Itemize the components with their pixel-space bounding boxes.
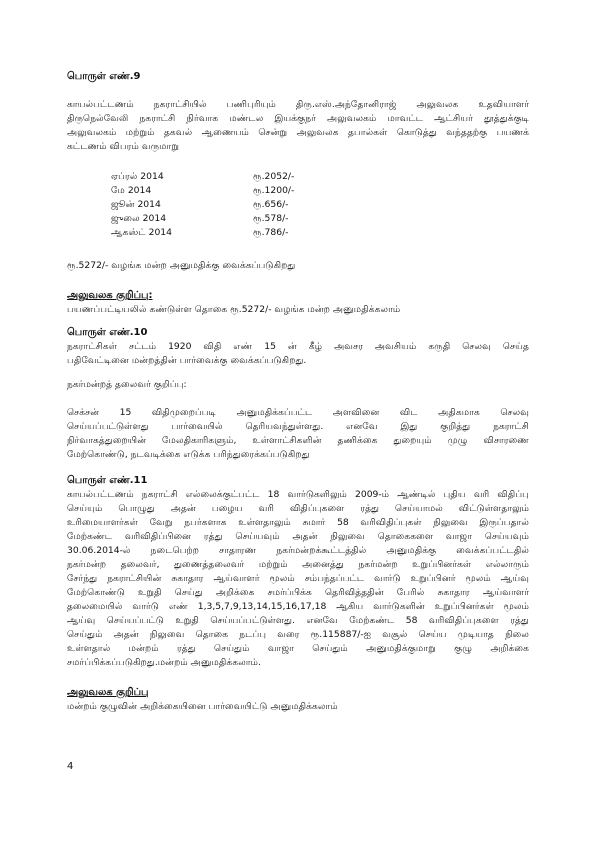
item10-note-heading: நகர்மன்றத் தலைவர் குறிப்பு: <box>67 379 187 390</box>
item11-line: மேற்கண்ட வரிவிதிப்பினை ரத்து செய்யவும் அதன் நிலுவை தொகைகளை வாஜா செய்யவும் <box>67 531 529 542</box>
item9-note-heading: அலுவலக குறிப்பு: <box>67 290 153 301</box>
item10-note-paragraph <box>67 406 529 462</box>
item11-line: செய்தும் அதன் நிலுவை தொகை நடப்பு வரை ரூ.115887/-ஐ வசூல் செய்ய முடியாத நிலை <box>67 629 529 640</box>
item11-line: ஆய்வு செய்யப்பட்டு உறுதி செய்யப்பட்டுள்ளது. எனவே மேற்கண்ட 58 வரிவிதிப்புகளை ரத்து <box>67 615 529 626</box>
table-row <box>111 170 361 184</box>
item10-heading: பொருள் எண்.10 <box>67 327 148 338</box>
item9-line: காயல்பட்டணம் நகராட்சியில் பணிபுரியும் திரு.எஸ்.அந்தோனிராஜ் அலுவலக உதவியாளர் <box>67 99 529 110</box>
month-cell: ஜுலை 2014 <box>111 213 167 224</box>
page-number: 4 <box>67 761 74 772</box>
item10-note-line: மேற்கொண்டு, நடவடிக்கை எடுக்க பரிந்துரைக்கப்படுகிறது <box>67 449 310 460</box>
amount-cell: ரூ.656/- <box>253 199 289 210</box>
table-row <box>111 226 361 240</box>
item11-line: செய்யும் பொழுது அதன் பழைய வரி விதிப்புகளை ரத்து செய்யாமல் விட்டுள்ளதாலும் <box>67 503 529 514</box>
item11-heading: பொருள் எண்.11 <box>67 475 148 486</box>
item9-paragraph <box>67 98 529 154</box>
item11-paragraph <box>67 488 529 670</box>
item11-line: தலைமையில் வார்டு எண் 1,3,5,7,9,13,14,15,16,17,18 ஆகிய வார்டுகளின் உறுப்பினர்கள் மூலம் <box>67 601 529 612</box>
item11-note-text: மன்றம் குழுவின் அறிக்கையினை பார்வையிட்டு அனுமதிக்கலாம் <box>67 701 338 712</box>
month-cell: ஆகஸ்ட் 2014 <box>111 227 172 238</box>
month-cell: ஜூன் 2014 <box>111 199 161 210</box>
item9-line: கட்டணம் விபரம் வருமாறு <box>67 141 180 152</box>
item10-note-line: நிர்வாகத்துறையின் மேலதிகாரிகளும், உள்ளாட்சிகளின் தணிக்கை துறையும் முழு விசாரணை <box>67 435 529 446</box>
item10-line: நகராட்சிகள் சட்டம் 1920 விதி எண் 15 ன் கீழ் அவசர அவசியம் கருதி செலவு செய்த <box>67 341 529 352</box>
item11-line: உள்ளதால் மன்றம் ரத்து செய்தும் வாஜா செய்தும் அனுமதிக்குமாறு குழு அறிக்கை <box>67 643 529 654</box>
item11-line: காயல்பட்டணம் நகராட்சி எல்லைக்குட்பட்ட 18 வார்டுகளிலும் 2009-ம் ஆண்டில் புதிய வரி விதிப்பு <box>67 489 529 500</box>
table-row <box>111 212 361 226</box>
month-cell: ஏப்ரல் 2014 <box>111 171 164 182</box>
table-row <box>111 184 361 198</box>
item11-line: 30.06.2014-ல் நடைபெற்ற சாதாரண நகர்மன்றக்கூட்டத்தில் அனுமதிக்கு வைக்கப்பட்டதில் <box>67 545 529 556</box>
item11-line: சமர்ப்பிக்கப்படுகிறது.மன்றம் அனுமதிக்கலாம். <box>67 657 261 668</box>
month-cell: மே 2014 <box>111 185 152 196</box>
amount-cell: ரூ.1200/- <box>253 185 295 196</box>
item9-line: திருநெல்வேலி நகராட்சி நிர்வாக மண்டல இயக்குநர் அலுவலகம் மாவட்ட ஆட்சியர் தூத்துக்குடி <box>67 113 529 124</box>
item10-line: பதிவேட்டினை மன்றத்தின் பார்வைக்கு வைக்கப்படுகிறது. <box>67 355 307 366</box>
item11-line: மேற்கொண்டு உறுதி செய்து அறிக்கை சமர்ப்பிக்க தெரிவித்ததின் பேரில் சுகாதார ஆய்வாளர் <box>67 587 529 598</box>
amount-cell: ரூ.2052/- <box>253 171 295 182</box>
amount-cell: ரூ.786/- <box>253 227 289 238</box>
item9-line: அலுவலகம் மற்றும் தகவல் ஆணையம் சென்று அலுவலக தபால்கள் கொடுத்து வந்ததற்கு பயணக் <box>67 127 529 138</box>
item9-note-text: பயணப்பட்டியலில் கண்டுள்ள தொகை ரூ.5272/- வழங்க மன்ற அனுமதிக்கலாம் <box>67 304 401 315</box>
amount-cell: ரூ.578/- <box>253 213 289 224</box>
item10-paragraph <box>67 340 529 368</box>
table-row <box>111 198 361 212</box>
item11-line: உரிமையாளர்கள் வேறு நபர்களாக உள்ளதாலும் சுமார் 58 வரிவிதிப்புகள் நிலுவை இருப்பதால் <box>67 517 529 528</box>
item10-note-line: செக்சன் 15 விதிமுறைப்படி அனுமதிக்கப்பட்ட அளவினை விட அதிகமாக செலவு <box>67 407 529 418</box>
item11-note-heading: அலுவலக குறிப்பு <box>67 687 149 698</box>
item11-line: நகர்மன்ற தலைவர், துணைத்தலைவர் மற்றும் அனைத்து நகர்மன்ற உறுப்பினர்கள் எல்லாரும் <box>67 559 529 570</box>
item11-line: சேர்ந்து நகராட்சியின் சுகாதார ஆய்வாளர் மூலம் சம்பந்தப்பட்ட வார்டு உறுப்பினர் மூலம் ஆய்வு <box>67 573 529 584</box>
item9-total-line: ரூ.5272/- வழங்க மன்ற அனுமதிக்கு வைக்கப்படுகிறது <box>67 260 296 271</box>
item10-note-line: செய்யப்பட்டுள்ளது பார்வையில் தெரியவந்துள்ளது. எனவே இது குறித்து நகராட்சி <box>67 421 529 432</box>
item9-heading: பொருள் எண்.9 <box>67 71 141 82</box>
